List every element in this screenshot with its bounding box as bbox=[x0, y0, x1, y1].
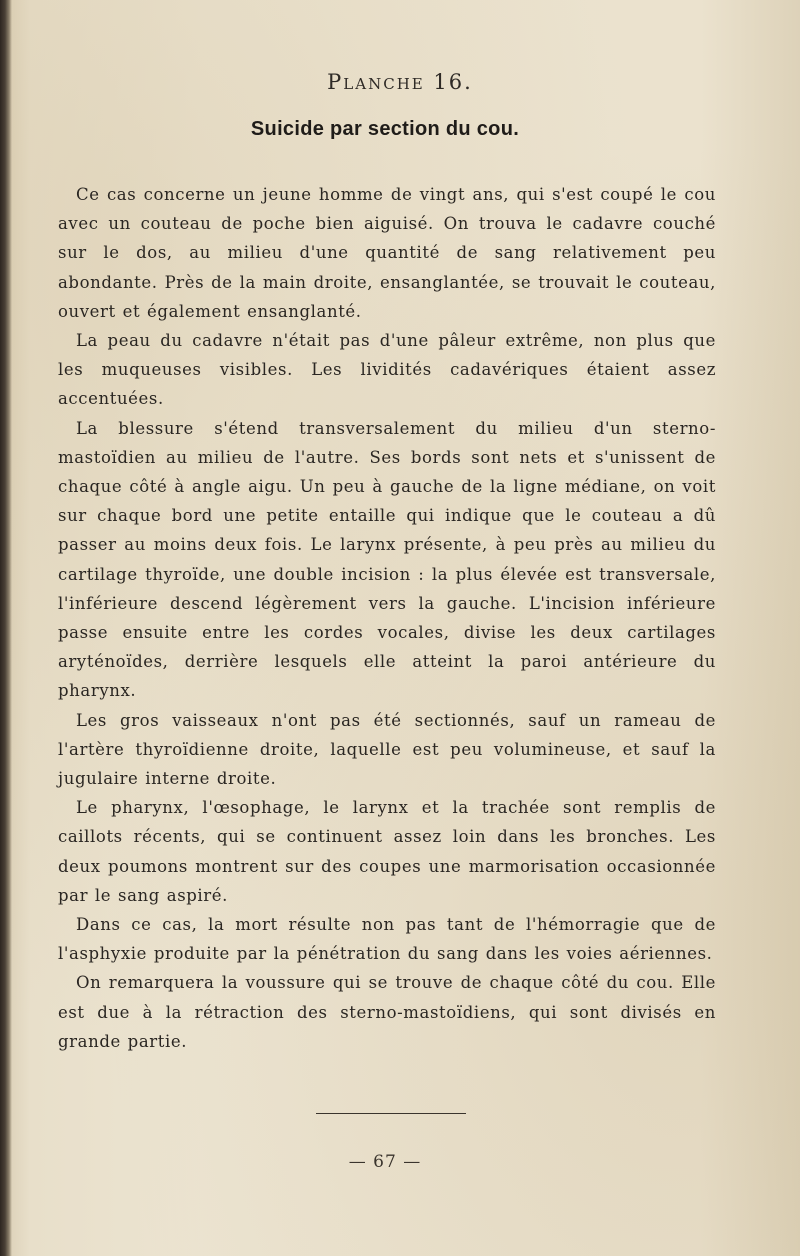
paragraph: La blessure s'étend transversalement du milieu d'un sterno-mastoïdien au milieu de l'autre. Ses bords sont nets et s'unissent de chaque côté à angle aigu. Un peu à gauche de la ligne médiane, on voit sur chaque bord une petite entaille qui indique que le couteau a dû passer au moins deux fois. Le larynx présente, à peu près au milieu du cartilage thyroïde, une double incision : la plus élevée est transversale, l'inférieure descend légèrement vers la gauche. L'incision inférieure passe ensuite entre les cordes vocales, divise les deux cartilages aryténoïdes, derrière lesquels elle atteint la paroi antérieure du pharynx. bbox=[58, 418, 716, 701]
paragraph: Ce cas concerne un jeune homme de vingt ans, qui s'est coupé le cou avec un couteau de poche bien aiguisé. On trouva le cadavre couché sur le dos, au milieu d'une quantité de sang relativement peu abondante. Près de la main droite, ensanglantée, se trouvait le couteau, ouvert et également ensanglanté. bbox=[58, 185, 716, 321]
page-number: — 67 — bbox=[348, 1152, 422, 1172]
end-rule bbox=[316, 1113, 466, 1114]
plate-title: Planche 16. bbox=[327, 70, 473, 94]
paragraph: La peau du cadavre n'était pas d'une pâleur extrême, non plus que les muqueuses visibles. Les lividités cadavériques étaient assez accentuées. bbox=[58, 331, 716, 409]
paragraph: Le pharynx, l'œsophage, le larynx et la trachée sont remplis de caillots récents, qui se continuent assez loin dans les bronches. Les deux poumons montrent sur des coupes une marmorisation occasionnée par le sang aspiré. bbox=[58, 798, 716, 905]
paragraph: Dans ce cas, la mort résulte non pas tant de l'hémorragie que de l'asphyxie produite par la pénétration du sang dans les voies aériennes. bbox=[58, 915, 716, 964]
body-text bbox=[58, 180, 716, 1056]
section-heading: Suicide par section du cou. bbox=[250, 118, 520, 140]
paragraph: Les gros vaisseaux n'ont pas été sectionnés, sauf un rameau de l'artère thyroïdienne droite, laquelle est peu volumineuse, et sauf la jugulaire interne droite. bbox=[58, 710, 716, 789]
page-binding-edge bbox=[0, 0, 12, 1256]
paragraph: On remarquera la voussure qui se trouve de chaque côté du cou. Elle est due à la rétraction des sterno-mastoïdiens, qui sont divisés en grande partie. bbox=[58, 973, 716, 1051]
